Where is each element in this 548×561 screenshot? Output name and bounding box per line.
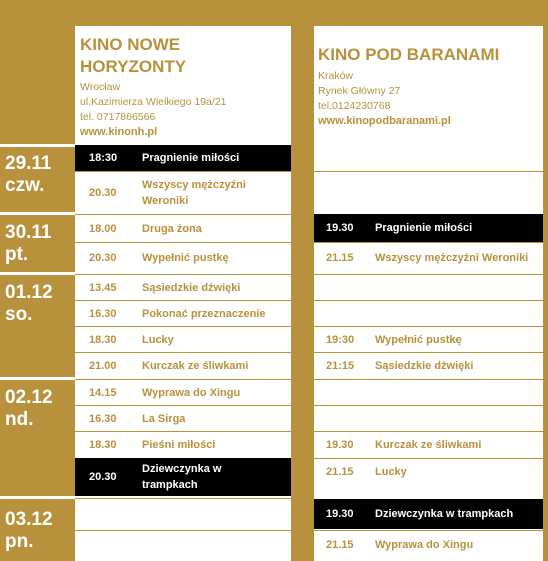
screening-title: Pragnienie miłości [142, 152, 240, 164]
screening-time: 16.30 [89, 307, 117, 320]
screening-time: 20.30 [89, 252, 117, 264]
empty-slot [314, 300, 543, 326]
screening-row[interactable] [75, 214, 291, 242]
screening-row[interactable] [75, 352, 291, 378]
day-date: 03.12 [5, 509, 53, 530]
screening-title-line: Dziewczynka w [142, 463, 222, 475]
screening-time: 21.15 [326, 252, 354, 264]
screening-time: 19.30 [326, 508, 354, 520]
venue-right [318, 44, 540, 144]
screening-title: Kurczak ze śliwkami [142, 359, 249, 372]
screening-time: 18.30 [89, 333, 117, 346]
screening-row[interactable] [314, 530, 543, 559]
screening-title: Pokonać przeznaczenie [142, 307, 266, 320]
right-edge [543, 0, 548, 561]
screening-title-line: Weroniki [142, 194, 189, 207]
empty-slot [75, 530, 291, 561]
screening-time: 19:30 [326, 333, 355, 346]
screening-title: Sąsiedzkie dźwięki [142, 281, 241, 294]
screening-title: Wypełnić pustkę [142, 252, 229, 264]
screening-row[interactable] [314, 242, 543, 273]
screening-title: Sąsiedzkie dźwięki [375, 359, 474, 372]
screening-row[interactable] [75, 405, 291, 431]
venue-left [80, 34, 288, 144]
screening-time: 13.45 [89, 281, 117, 294]
day-date: 29.11 [5, 153, 52, 174]
screening-time: 21.15 [326, 465, 354, 478]
screening-title-line: Wszyscy mężczyźni [142, 178, 246, 191]
screening-row[interactable] [314, 214, 543, 242]
screening-title: Wypełnić pustkę [375, 333, 462, 346]
day-separator [0, 212, 75, 215]
screening-row[interactable] [314, 326, 543, 352]
venue-left-phone: tel. 0717866566 [80, 111, 156, 123]
empty-slot [75, 498, 291, 530]
day-separator [0, 496, 75, 499]
screening-time: 21.15 [326, 539, 354, 551]
day-label [5, 222, 52, 266]
screening-row[interactable] [75, 326, 291, 352]
day-separator [0, 377, 75, 380]
screening-row[interactable] [314, 352, 543, 378]
day-label [5, 153, 52, 197]
screening-time: 20.30 [89, 471, 117, 483]
screening-title: Druga żona [142, 222, 202, 235]
screening-title: Wszyscy mężczyźni Weroniki [375, 252, 529, 264]
screening-title [142, 461, 221, 493]
screening-row[interactable] [75, 242, 291, 273]
empty-slot [314, 379, 543, 405]
screening-title: Dziewczynka w trampkach [375, 508, 514, 520]
screening-title [142, 177, 246, 209]
screening-time: 14.15 [89, 386, 117, 399]
header-bar [0, 0, 548, 26]
screening-time: 19.30 [326, 222, 354, 234]
empty-slot [314, 274, 543, 300]
screening-title-line: trampkach [142, 479, 198, 491]
screening-time: 18:30 [89, 152, 118, 164]
screening-title: Wyprawa do Xingu [375, 539, 474, 551]
venue-right-address: Rynek Główny 27 [318, 85, 401, 97]
screening-title: Lucky [142, 333, 174, 346]
screening-row[interactable] [75, 458, 291, 496]
screening-title: Kurczak ze śliwkami [375, 439, 482, 451]
day-label [5, 387, 53, 431]
screening-time: 20.30 [89, 186, 117, 199]
day-date: 01.12 [5, 282, 53, 303]
day-date: 30.11 [5, 222, 52, 243]
venue-right-website-link[interactable]: www.kinopodbaranami.pl [318, 115, 451, 127]
screening-title: La Sirga [142, 412, 186, 425]
screening-row[interactable] [75, 431, 291, 458]
screening-row[interactable] [314, 499, 543, 529]
column-divider [291, 0, 314, 561]
screening-row[interactable] [75, 171, 291, 213]
screening-row[interactable] [75, 379, 291, 405]
venue-left-address: ul.Kazimierza Wielkiego 19a/21 [80, 96, 227, 108]
venue-right-title: KINO POD BARANAMI [318, 45, 500, 64]
screening-row[interactable] [75, 300, 291, 326]
venue-left-website-link[interactable]: www.kinonh.pl [80, 126, 158, 138]
day-separator [0, 272, 75, 275]
screening-row[interactable] [75, 145, 291, 171]
screening-row[interactable] [75, 274, 291, 300]
screening-time: 16.30 [89, 412, 117, 425]
screening-title: Wyprawa do Xingu [142, 386, 241, 399]
venue-left-title-1: KINO NOWE [80, 35, 181, 54]
day-separator [0, 144, 75, 147]
day-weekday: nd. [5, 409, 34, 430]
screening-time: 19.30 [326, 439, 354, 451]
day-label [5, 282, 53, 326]
day-date: 02.12 [5, 387, 53, 408]
day-weekday: pn. [5, 531, 34, 552]
venue-right-phone: tel.0124230768 [318, 100, 391, 112]
day-weekday: pt. [5, 244, 29, 265]
empty-slot [314, 405, 543, 431]
screening-row[interactable] [314, 458, 543, 484]
screening-time: 21.00 [89, 359, 117, 372]
screening-title: Pieśni miłości [142, 439, 216, 451]
screening-time: 21:15 [326, 359, 355, 372]
date-column [0, 0, 75, 561]
empty-slot [314, 171, 543, 213]
venue-right-city: Kraków [318, 70, 354, 82]
day-weekday: so. [5, 304, 33, 325]
venue-left-city: Wrocław [80, 81, 121, 93]
screening-time: 18.00 [89, 222, 117, 235]
screening-time: 18.30 [89, 439, 117, 451]
day-weekday: czw. [5, 175, 45, 196]
screening-row[interactable] [314, 431, 543, 458]
screening-title: Lucky [375, 465, 407, 478]
day-label [5, 509, 53, 553]
screening-title: Pragnienie miłości [375, 222, 473, 234]
venue-left-title-2: HORYZONTY [80, 57, 187, 76]
